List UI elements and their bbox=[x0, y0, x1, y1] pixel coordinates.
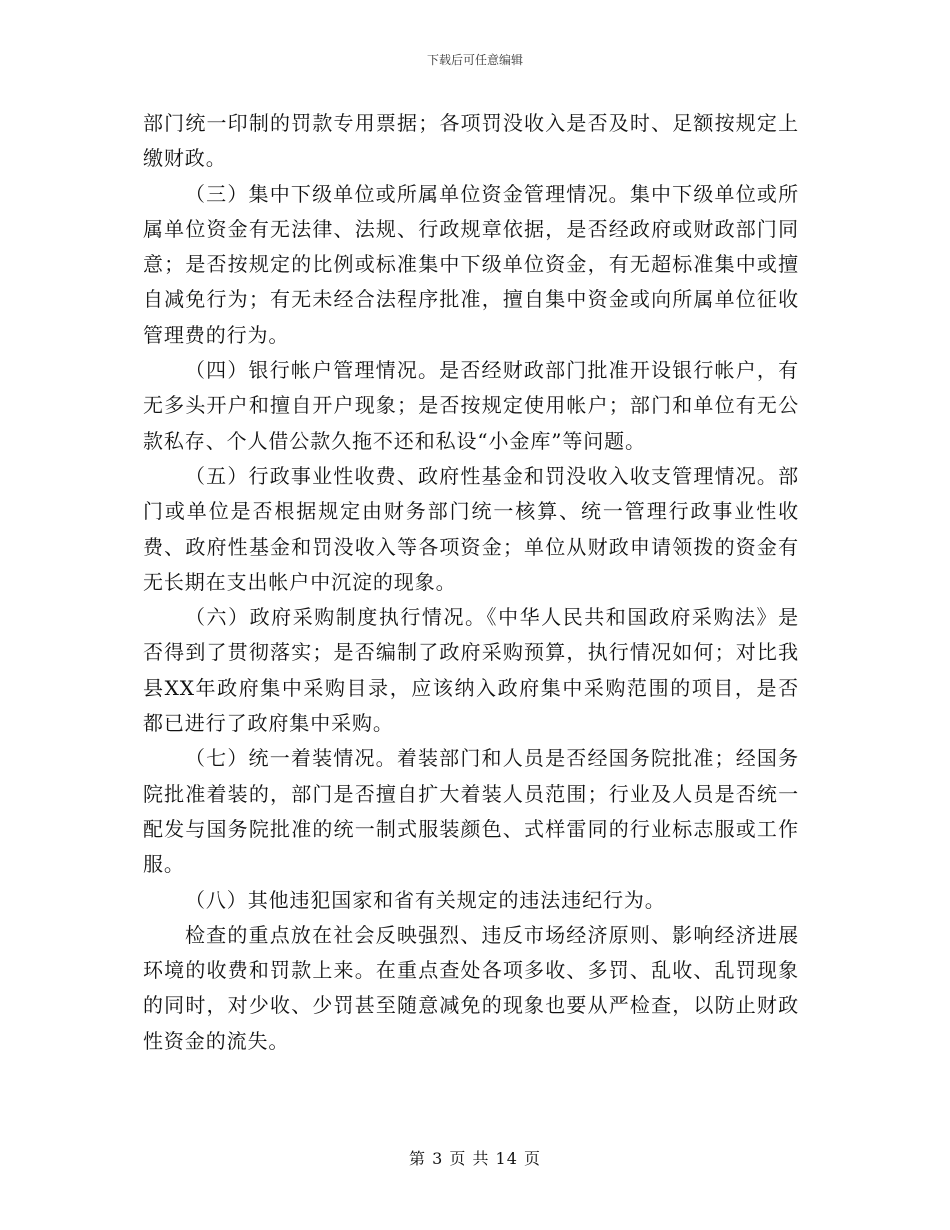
page-middle: 页 共 bbox=[449, 1149, 490, 1168]
paragraph-section-6: （六）政府采购制度执行情况。《中华人民共和国政府采购法》是否得到了贯彻落实；是否编制了政府采购预算，执行情况如何；对比我县XX年政府集中采购目录，应该纳入政府集中采购范围的项目，是否都已进行了政府集中采购。 bbox=[143, 605, 799, 736]
paragraph-section-3: （三）集中下级单位或所属单位资金管理情况。集中下级单位或所属单位资金有无法律、法规、行政规章依据，是否经政府或财政部门同意；是否按规定的比例或标准集中下级单位资金，有无超标准集中或擅自减免行为；有无未经合法程序批准，擅自集中资金或向所属单位征收管理费的行为。 bbox=[143, 181, 799, 347]
page-prefix: 第 bbox=[408, 1149, 426, 1168]
page-header: 下载后可任意编辑 bbox=[426, 53, 523, 67]
paragraph-section-8: （八）其他违犯国家和省有关规定的违法违纪行为。 bbox=[185, 887, 666, 912]
document-body bbox=[143, 106, 799, 1059]
paragraph-section-4: （四）银行帐户管理情况。是否经财政部门批准开设银行帐户，有无多头开户和擅自开户现象；是否按规定使用帐户；部门和单位有无公款私存、个人借公款久拖不还和私设“小金库”等问题。 bbox=[143, 358, 799, 453]
paragraph-inspection-focus: 检查的重点放在社会反映强烈、违反市场经济原则、影响经济进展环境的收费和罚款上来。在重点查处各项多收、多罚、乱收、乱罚现象的同时，对少收、少罚甚至随意减免的现象也要从严检查，以防止财政性资金的流失。 bbox=[143, 922, 799, 1053]
page-suffix: 页 bbox=[524, 1149, 542, 1168]
total-pages: 14 bbox=[495, 1149, 518, 1168]
paragraph-section-5: （五）行政事业性收费、政府性基金和罚没收入收支管理情况。部门或单位是否根据规定由财务部门统一核算、统一管理行政事业性收费、政府性基金和罚没收入等各项资金；单位从财政申请领拨的资金有无长期在支出帐户中沉淀的现象。 bbox=[143, 463, 799, 594]
page-footer bbox=[0, 1148, 950, 1170]
page-number: 3 bbox=[432, 1149, 444, 1168]
paragraph-continuation: 部门统一印制的罚款专用票据；各项罚没收入是否及时、足额按规定上缴财政。 bbox=[143, 111, 799, 171]
paragraph-section-7: （七）统一着装情况。着装部门和人员是否经国务院批准；经国务院批准着装的，部门是否擅自扩大着装人员范围；行业及人员是否统一配发与国务院批准的统一制式服装颜色、式样雷同的行业标志服或工作服。 bbox=[143, 746, 799, 877]
